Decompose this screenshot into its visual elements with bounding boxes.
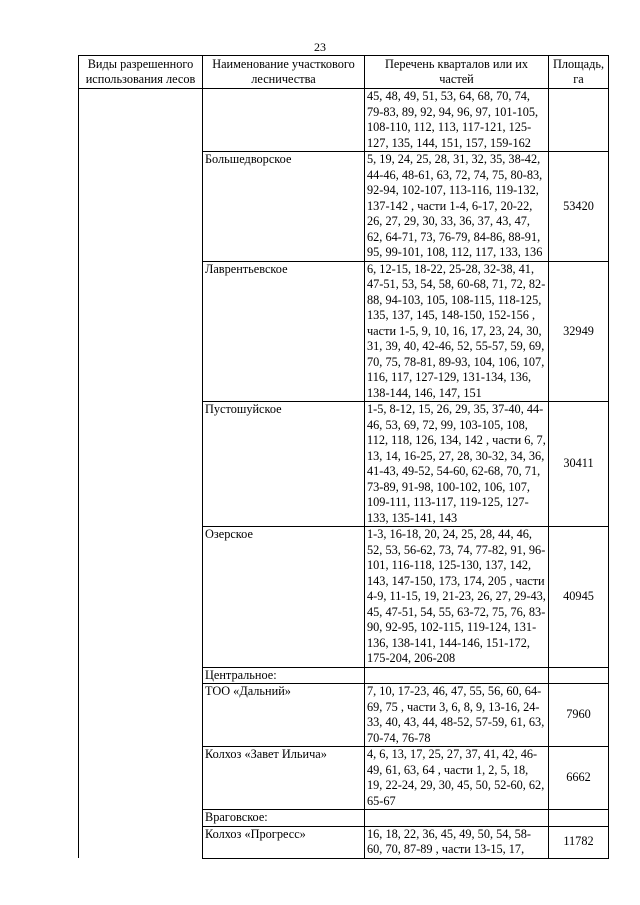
header-area: Площадь, га [549, 56, 609, 89]
area-cell: 32949 [549, 261, 609, 402]
forestry-name-cell: Колхоз «Прогресс» [203, 826, 365, 858]
page-number: 23 [314, 40, 326, 54]
table-row [79, 89, 609, 152]
area-cell [549, 810, 609, 827]
area-cell: 53420 [549, 152, 609, 262]
forestry-name-cell: Центральное: [203, 667, 365, 684]
quarters-cell: 1-5, 8-12, 15, 26, 29, 35, 37-40, 44-46, 53, 69, 72, 99, 103-105, 108, 112, 118, 126, 134, 142 , части 6, 7, 13, 14, 16-25, 27, 28, 30-32, 34, 36, 41-43, 49-52, 54-60, 62-68, 70, 71, 73-89, 91-98, 100-102, 106, 107, 109-111, 113-117, 119-125, 127-133, 135-141, 143 [365, 402, 549, 527]
forestry-name-cell: Лаврентьевское [203, 261, 365, 402]
forestry-name-cell: Пустошуйское [203, 402, 365, 527]
area-cell [549, 667, 609, 684]
header-quarters: Перечень кварталов или их частей [365, 56, 549, 89]
quarters-cell: 45, 48, 49, 51, 53, 64, 68, 70, 74, 79-83, 89, 92, 94, 96, 97, 101-105, 108-110, 112, 113, 117-121, 125-127, 135, 144, 151, 157, 159-162 [365, 89, 549, 152]
quarters-cell: 5, 19, 24, 25, 28, 31, 32, 35, 38-42, 44-46, 48-61, 63, 72, 74, 75, 80-83, 92-94, 102-107, 113-116, 119-132, 137-142 , части 1-4, 6-17, 20-22, 26, 27, 29, 30, 33, 36, 37, 43, 47, 62, 64-71, 73, 76-79, 84-86, 88-91, 95, 99-101, 108, 112, 117, 133, 136 [365, 152, 549, 262]
forestry-name-cell: Врагoвское: [203, 810, 365, 827]
quarters-cell: 4, 6, 13, 17, 25, 27, 37, 41, 42, 46-49, 61, 63, 64 , части 1, 2, 5, 18, 19, 22-24, 29, 30, 45, 50, 52-60, 62, 65-67 [365, 747, 549, 810]
forestry-name-cell [203, 89, 365, 152]
quarters-cell: 7, 10, 17-23, 46, 47, 55, 56, 60, 64-69, 75 , части 3, 6, 8, 9, 13-16, 24-33, 40, 43, 44, 48-52, 57-59, 61, 63, 70-74, 76-78 [365, 684, 549, 747]
forestry-name-cell: Колхоз «Завет Ильича» [203, 747, 365, 810]
quarters-cell [365, 810, 549, 827]
forestry-name-cell: ТОО «Дальний» [203, 684, 365, 747]
quarters-cell: 16, 18, 22, 36, 45, 49, 50, 54, 58-60, 70, 87-89 , части 13-15, 17, [365, 826, 549, 858]
area-cell [549, 89, 609, 152]
area-cell: 40945 [549, 527, 609, 668]
area-cell: 6662 [549, 747, 609, 810]
forestry-name-cell: Большедворское [203, 152, 365, 262]
quarters-cell [365, 667, 549, 684]
forestry-table [78, 55, 609, 859]
area-cell: 7960 [549, 684, 609, 747]
quarters-cell: 1-3, 16-18, 20, 24, 25, 28, 44, 46, 52, 53, 56-62, 73, 74, 77-82, 91, 96-101, 116-118, 125-130, 137, 142, 143, 147-150, 173, 174, 205 , части 4-9, 11-15, 19, 21-23, 26, 27, 29-43, 45, 47-51, 54, 55, 63-72, 75, 76, 83-90, 92-95, 102-115, 119-124, 131-136, 138-141, 144-146, 151-172, 175-204, 206-208 [365, 527, 549, 668]
use-type-cell [79, 89, 203, 859]
table-header-row [79, 56, 609, 89]
area-cell: 11782 [549, 826, 609, 858]
quarters-cell: 6, 12-15, 18-22, 25-28, 32-38, 41, 47-51, 53, 54, 58, 60-68, 71, 72, 82-88, 94-103, 105, 108-115, 118-125, 135, 137, 145, 148-150, 152-156 , части 1-5, 9, 10, 16, 17, 23, 24, 30, 31, 39, 40, 42-46, 52, 55-57, 59, 69, 70, 75, 78-81, 89-93, 104, 106, 107, 116, 117, 127-129, 131-134, 136, 138-144, 146, 147, 151 [365, 261, 549, 402]
area-cell: 30411 [549, 402, 609, 527]
header-forestry-name: Наименование участкового лесничества [203, 56, 365, 89]
forestry-name-cell: Озерское [203, 527, 365, 668]
header-use-type: Виды разрешенного использования лесов [79, 56, 203, 89]
